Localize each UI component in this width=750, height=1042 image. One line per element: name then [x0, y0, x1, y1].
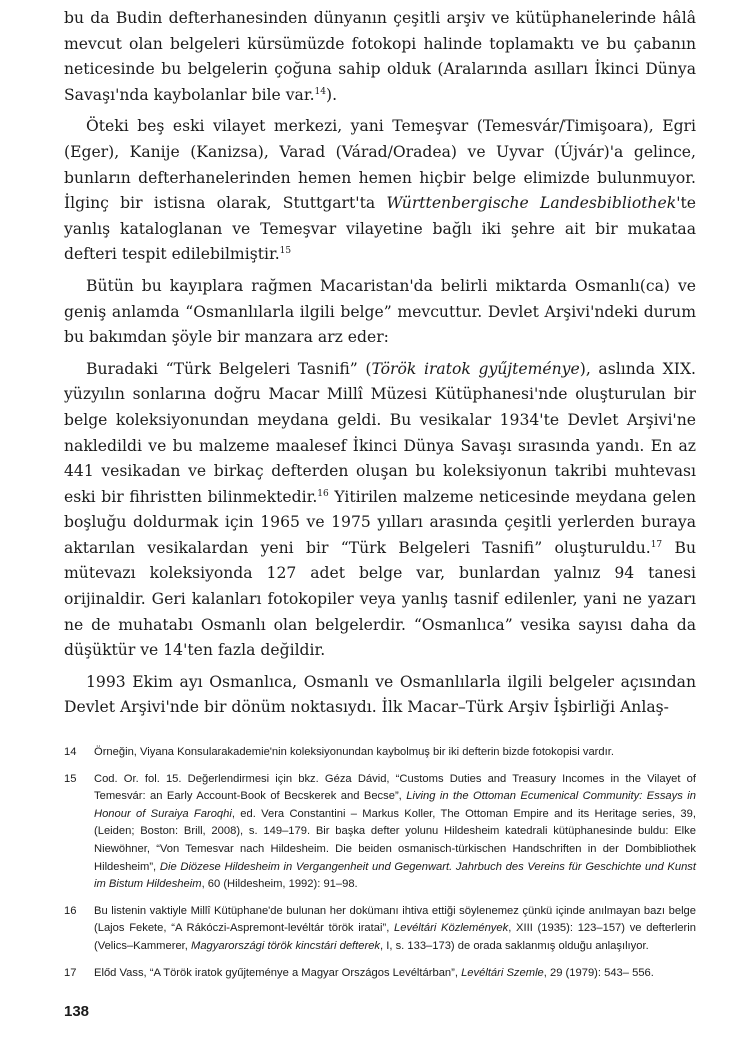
footnote-ref[interactable]: 17	[650, 539, 663, 550]
footnote-number: 15	[64, 772, 77, 785]
page-number: 138	[64, 1003, 90, 1020]
italic-title: Levéltári Szemle	[461, 966, 544, 979]
footnote-number: 14	[64, 746, 77, 758]
footnote-number: 16	[64, 904, 77, 917]
footnote: 15 Cod. Or. fol. 15. Değerlendirmesi için bkz. Géza Dávid, “Customs Duties and Treasury Incomes in the Vilayet of Temesvár: an Early Account-Book of Becskerek and Becse”, Living in the Ottoman Ecumenical Community: Essays in Honour of Suraiya Faroqhi, ed. Vera Constantini – Markus Koller, The Ottoman Empire and its Heritage series, 39, (Leiden; Boston: Brill, 2008), s. 149–179. Bir başka defter yolunu Hildesheim katedrali kütüphanesinde buldu: Elke Niewöhner, “Von Temesvar nach Hildesheim. Die beiden osmanisch-türkischen Handschriften in der Dombibliothek Hildesheim”, Die Diözese Hildesheim in Vergangenheit und Gegenwart. Jahrbuch des Vereins für Geschichte und Kunst im Bistum Hildesheim, 60 (Hildesheim, 1992): 91–98.	[64, 772, 696, 891]
footnote: 17 Előd Vass, “A Török iratok gyűjteménye a Magyar Országos Levéltárban”, Levéltári Szemle, 29 (1979): 543– 556.	[64, 965, 696, 983]
italic-title: Die Diözese Hildesheim in Vergangenheit und Gegenwart. Jahrbuch des Vereins für Geschichte und Kunst im Bistum Hildesheim	[94, 860, 696, 891]
footnote: 16 Bu listenin vaktiyle Millî Kütüphane'de bulunan her dokümanı ihtiva ettiği söylenemez çünkü içinde anılmayan bazı belge (Lajos Fekete, “A Rákóczi-Aspremont-levéltár török iratai”, Levéltári Közlemények, XIII (1935): 123–157) ve defterlerin (Velics–Kammerer, Magyarországi török kincstári defterek, I, s. 133–173) de orada saklanmış olduğu anlaşılıyor.	[64, 904, 696, 952]
paragraph: bu da Budin defterhanesinden dünyanın çeşitli arşiv ve kütüphanelerinde hâlâ mevcut olan belgeleri kürsümüzde fotokopi halinde toplamaktı ve bu çabanın neticesinde bu belgelerin çoğuna sahip olduk (Aralarında asılları İkinci Dünya Savaşı'nda kaybolanlar bile var.$^{14}$).	[64, 9, 696, 104]
paragraph: Öteki beş eski vilayet merkezi, yani Temeşvar (Temesvár/Timişoara), Egri (Eger), Kanije (Kanizsa), Varad (Várad/Oradea) ve Uyvar (Újvár)'a gelince, bunların defterhanelerinden hemen hemen hiçbir belge elimizde bulunmuyor. İlginç bir istisna olarak, Stuttgart'ta Württenbergische Landesbibliothek'te yanlış kataloglanan ve Temeşvar vilayetine bağlı iki şehre ait bir mukataa defteri tespit edilebilmiştir.$^{15}$	[64, 117, 696, 264]
italic-title: Magyarországi török kincstári defterek	[191, 939, 381, 952]
footnotes	[64, 744, 696, 991]
footnote-ref[interactable]: 14	[314, 86, 326, 97]
paragraph: Bütün bu kayıplara rağmen Macaristan'da belirli miktarda Osmanlı(ca) ve geniş anlamda “Osmanlılarla ilgili belge” mevcuttur. Devlet Arşivi'ndeki durum bu bakımdan şöyle bir manzara arz eder:	[64, 276, 696, 347]
footnote-ref[interactable]: 15	[279, 246, 292, 257]
italic-title: Török iratok gyűjteménye	[371, 359, 580, 378]
footnote-ref[interactable]: 16	[317, 488, 329, 499]
italic-title: Württenbergische Landesbibliothek	[386, 194, 677, 213]
italic-title: Living in the Ottoman Ecumenical Community: Essays in Honour of Suraiya Faroqhi	[94, 790, 696, 820]
footnote-number: 17	[64, 966, 77, 979]
paragraph: Buradaki “Türk Belgeleri Tasnifi” (Török iratok gyűjteménye), aslında XIX. yüzyılın sonlarına doğru Macar Millî Müzesi Kütüphanesi'nde oluşturulan bir belge koleksiyonundan meydana geldi. Bu vesikalar 1934'te Devlet Arşivi'ne nakledildi ve bu malzeme maalesef İkinci Dünya Savaşı sırasında yandı. En az 441 vesikadan ve birkaç defterden oluşan bu koleksiyonun takribi muhtevası eski bir fihristten bilinmektedir.$^{16}$ Yitirilen malzeme neticesinde meydana gelen boşluğu doldurmak için 1965 ve 1975 yılları arasında çeşitli yerlerden buraya aktarılan vesikalardan yeni bir “Türk Belgeleri Tasnifi” oluşturuldu.$^{17}$ Bu mütevazı koleksiyonda 127 adet belge var, bunlardan yalnız 94 tanesi orijinaldir. Geri kalanları fotokopiler veya yanlış tasnif edilenler, yani ne yazarı ne de muhatabı Osmanlı olan belgelerdir. “Osmanlıca” vesika sayısı daha da düşüktür ve 14'ten fazla değildir.	[64, 359, 697, 660]
main-text	[64, 6, 696, 727]
paragraph: 1993 Ekim ayı Osmanlıca, Osmanlı ve Osmanlılarla ilgili belgeler açısından Devlet Arşivi'nde bir dönüm noktasıydı. İlk Macar–Türk Arşiv İşbirliği Anlaş-	[64, 672, 696, 717]
footnote: 14 Örneğin, Viyana Konsularakademie'nin koleksiyonundan kaybolmuş bir iki defterin bizde fotokopisi vardır.	[64, 744, 696, 762]
italic-title: Levéltári Közlemények	[394, 922, 509, 935]
